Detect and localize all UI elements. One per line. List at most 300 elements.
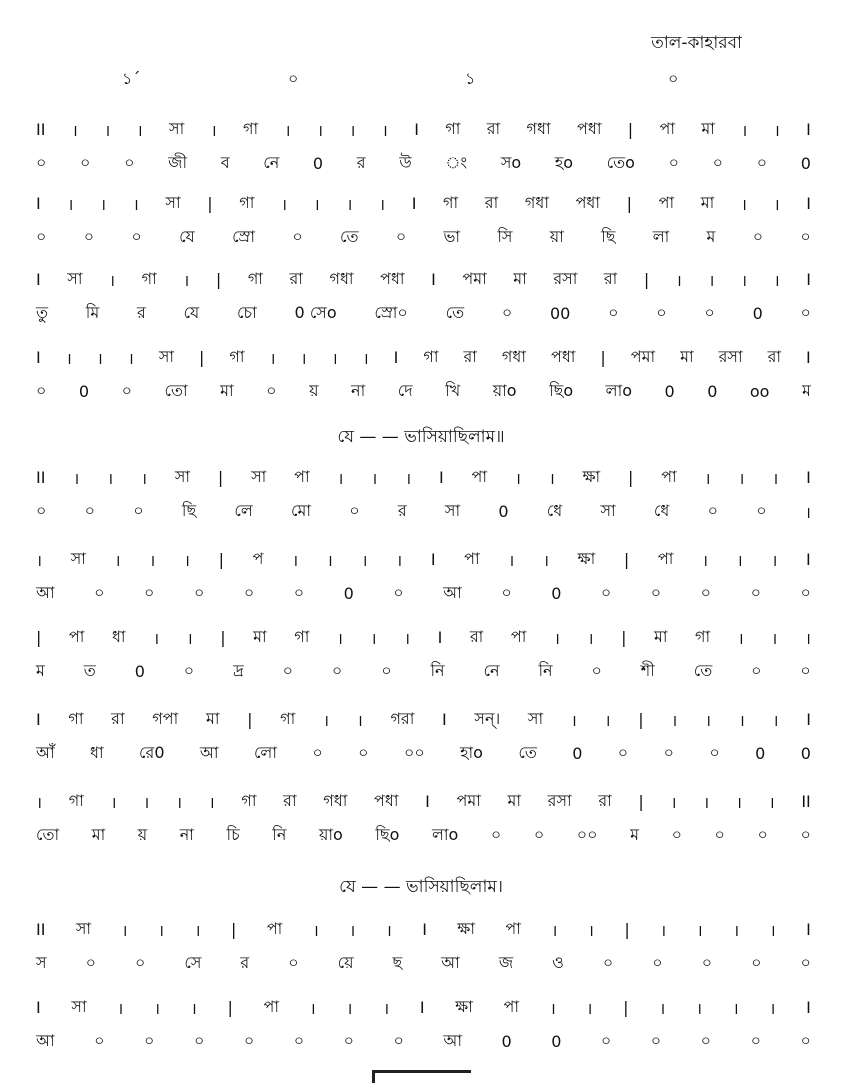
swara-note: ।	[773, 270, 780, 290]
lyric-syllable: ০	[349, 501, 360, 520]
lyric-syllable: আ	[443, 1031, 463, 1050]
lyric-syllable: শী	[640, 661, 655, 680]
notation-stanza	[0, 624, 842, 694]
lyric-syllable: ০	[501, 303, 513, 322]
swara-note: ।	[326, 550, 333, 570]
lyric-syllable: 0	[707, 382, 718, 401]
swara-note: ।	[361, 550, 368, 570]
lyric-syllable: চি	[226, 825, 240, 844]
swara-note: |	[199, 348, 205, 367]
lyric-syllable: ০	[193, 583, 205, 602]
swara-note: সা	[527, 709, 544, 728]
lyric-syllable: য়ে	[337, 953, 354, 972]
swara-note: ।	[733, 920, 740, 940]
swara-note: মা	[653, 627, 668, 646]
swara-note: পমা	[456, 791, 481, 810]
lyric-syllable: ০	[701, 953, 713, 972]
swara-note: ।	[738, 710, 745, 730]
lyric-syllable: ০	[707, 501, 718, 520]
swara-note: ।	[735, 792, 742, 812]
swara-note: গধা	[524, 193, 549, 212]
lyric-syllable: ০	[600, 1031, 612, 1050]
swara-note: ।	[149, 550, 156, 570]
refrain-divider: যে — — ভাসিয়াছিলাম।	[339, 877, 503, 897]
lyric-syllable: যে	[179, 227, 195, 246]
lyric-syllable: ০	[343, 1031, 355, 1050]
lyric-syllable: র	[397, 501, 407, 520]
lyric-syllable: ০	[293, 1031, 305, 1050]
swara-note: গধা	[526, 119, 551, 138]
lyric-syllable: ০	[712, 153, 724, 172]
swara-note: সা	[158, 347, 175, 366]
lyric-syllable: নে	[263, 153, 280, 172]
lyric-syllable: তে	[445, 303, 465, 322]
lyric-syllable: ধে	[546, 501, 563, 520]
beat-marker: ০	[288, 69, 299, 88]
swara-note: পধা	[550, 347, 576, 366]
swara-note: পা	[263, 997, 280, 1016]
lyric-syllable: হাo	[460, 743, 483, 762]
lyric-line	[36, 658, 811, 685]
lyric-syllable: ত	[83, 661, 96, 680]
swara-note: রা	[484, 193, 499, 212]
lyric-line	[36, 300, 811, 327]
swara-note: ।	[671, 710, 678, 730]
lyric-syllable: ০	[800, 227, 811, 246]
swara-note: ।	[696, 920, 703, 940]
swara-note: I	[437, 628, 443, 647]
lyric-syllable: ০	[750, 1031, 761, 1050]
swara-note: |	[215, 270, 222, 289]
swara-note: মা	[253, 627, 267, 646]
swara-note: পা	[471, 467, 488, 486]
swara-note: পা	[658, 193, 675, 212]
lyric-line	[36, 1028, 811, 1055]
swara-note: গরা	[390, 709, 415, 728]
swara-note: ।	[322, 710, 330, 730]
swara-note: ।	[210, 120, 217, 140]
swara-note: I	[393, 348, 399, 367]
lyric-syllable: ধে	[653, 501, 670, 520]
swara-note: I	[425, 792, 430, 811]
swara-note: ।	[300, 348, 307, 368]
swara-note: I	[36, 348, 41, 367]
swara-note: মা	[680, 347, 694, 366]
swara-note: ।	[36, 792, 43, 812]
lyric-syllable: না	[351, 381, 366, 400]
swara-note: ।	[175, 792, 183, 812]
lyric-syllable: ০	[121, 381, 132, 400]
lyric-syllable: স	[36, 953, 47, 972]
lyric-syllable: 0	[343, 584, 354, 603]
swara-line	[36, 546, 811, 573]
lyric-syllable: ০	[85, 953, 96, 972]
lyric-syllable: তে	[518, 743, 537, 762]
swara-note: ।	[158, 920, 165, 940]
swara-note: |	[628, 468, 634, 487]
lyric-syllable: ০	[133, 501, 144, 520]
swara-note: গপা	[152, 709, 179, 728]
lyric-syllable: ০	[756, 153, 768, 172]
swara-note: ।	[675, 270, 682, 290]
swara-line	[36, 464, 811, 491]
swara-note: গা	[280, 709, 296, 728]
swara-note: I	[806, 120, 811, 139]
notation-stanza	[0, 464, 842, 534]
notation-stanza	[0, 546, 842, 616]
swara-note: II	[801, 792, 811, 811]
swara-note: I	[806, 348, 811, 367]
lyric-syllable: 00	[549, 304, 571, 323]
swara-note: ।	[269, 348, 276, 368]
lyric-syllable: ০	[591, 661, 602, 680]
lyric-syllable: র	[136, 303, 146, 322]
swara-note: II	[36, 920, 46, 939]
swara-note: ।	[773, 120, 780, 140]
lyric-syllable: ০	[602, 953, 614, 972]
lyric-syllable: দে	[397, 381, 413, 400]
swara-line	[36, 344, 811, 371]
swara-note: ক্ষা	[455, 997, 473, 1016]
swara-note: I	[806, 710, 811, 729]
swara-note: ।	[404, 628, 411, 648]
swara-note: I	[430, 550, 436, 569]
swara-note: I	[806, 270, 811, 289]
lyric-syllable: ০	[83, 227, 95, 246]
swara-note: I	[806, 194, 811, 213]
lyric-syllable: লা	[652, 227, 670, 246]
swara-note: ।	[383, 998, 390, 1018]
swara-note: ।	[153, 628, 160, 648]
swara-note: I	[411, 194, 417, 213]
swara-note: ।	[551, 920, 558, 940]
swara-note: ।	[140, 468, 148, 488]
swara-note: ।	[772, 468, 779, 488]
swara-note: ।	[514, 468, 521, 488]
lyric-syllable: 0	[551, 584, 562, 603]
swara-note: মা	[701, 119, 715, 138]
lyric-syllable: ০	[183, 661, 195, 680]
notation-stanza	[0, 788, 842, 858]
lyric-syllable: ম	[630, 825, 640, 844]
lyric-syllable: ০	[757, 825, 768, 844]
swara-note: |	[217, 468, 224, 487]
swara-note: গা	[243, 119, 259, 138]
swara-note: ।	[67, 194, 74, 214]
swara-note: ।	[548, 468, 555, 488]
lyric-syllable: মা	[220, 381, 234, 400]
swara-note: ।	[143, 792, 150, 812]
swara-note: ।	[346, 998, 353, 1018]
swara-note: ।	[312, 920, 319, 940]
swara-note: |	[643, 270, 650, 289]
lyric-syllable: ০	[94, 583, 105, 602]
swara-note: |	[627, 120, 634, 139]
notation-stanza	[0, 916, 842, 986]
swara-note: ।	[385, 920, 392, 940]
swara-note: ।	[194, 920, 201, 940]
swara-note: I	[431, 270, 436, 289]
lyric-syllable: ০	[650, 583, 662, 602]
swara-note: রা	[463, 347, 477, 366]
swara-note: ।	[370, 628, 377, 648]
swara-note: গা	[443, 193, 459, 212]
swara-note: পধা	[576, 119, 602, 138]
swara-note: ।	[114, 550, 121, 570]
swara-note: ।	[309, 998, 316, 1018]
swara-line	[36, 994, 811, 1021]
lyric-syllable: ০	[381, 661, 392, 680]
swara-note: ।	[316, 120, 324, 140]
refrain-divider: যে — — ভাসিয়াছিলাম॥	[337, 427, 505, 447]
swara-note: ।	[121, 920, 128, 940]
lyric-syllable: মি	[85, 303, 100, 322]
swara-note: ।	[313, 194, 320, 214]
lyric-syllable: হo	[554, 153, 574, 172]
swara-note: ।	[336, 628, 343, 648]
lyric-syllable: আ	[199, 743, 219, 762]
lyric-syllable: ০	[533, 825, 545, 844]
lyric-syllable: ০	[144, 583, 155, 602]
swara-note: I	[422, 920, 427, 939]
swara-note: ।	[773, 194, 780, 214]
swara-note: |	[623, 550, 630, 569]
lyric-syllable: 0	[755, 744, 766, 763]
swara-note: ।	[280, 194, 288, 214]
swara-note: |	[220, 628, 226, 647]
swara-note: ।	[737, 628, 744, 648]
swara-note: সা	[169, 119, 185, 138]
lyric-syllable: ০	[652, 953, 663, 972]
lyric-syllable: 0	[800, 154, 811, 173]
swara-note: পা	[266, 919, 283, 938]
notation-stanza	[0, 190, 842, 260]
lyric-syllable: ০	[94, 1031, 105, 1050]
lyric-syllable: সে	[184, 953, 202, 972]
lyric-syllable: ০	[266, 381, 277, 400]
swara-note: ।	[186, 628, 193, 648]
lyric-syllable: য়	[137, 825, 148, 844]
swara-note: পা	[505, 919, 521, 938]
swara-note: |	[36, 628, 42, 647]
lyric-syllable: লে	[234, 501, 253, 520]
lyric-syllable: ০	[80, 153, 91, 172]
swara-note: পা	[657, 549, 674, 568]
lyric-syllable: নি	[272, 825, 287, 844]
lyric-syllable: ০	[752, 227, 764, 246]
lyric-syllable: ০	[124, 153, 135, 172]
swara-note: ।	[708, 270, 715, 290]
swara-note: পধা	[380, 269, 405, 288]
swara-note: ।	[127, 348, 134, 368]
lyric-syllable: উ	[399, 153, 412, 172]
swara-note: সা	[71, 997, 87, 1016]
swara-note: মা	[205, 709, 220, 728]
swara-note: পা	[659, 119, 676, 138]
swara-note: ।	[705, 710, 712, 730]
notation-stanza	[0, 344, 842, 414]
lyric-syllable: ০	[709, 743, 720, 762]
swara-note: ।	[769, 920, 776, 940]
lyric-syllable: ০	[144, 1031, 155, 1050]
lyric-syllable: ০	[393, 583, 404, 602]
lyric-syllable: ০	[134, 953, 146, 972]
swara-note: |	[231, 920, 237, 939]
lyric-syllable: স্রো০	[374, 303, 408, 322]
swara-note: রসা	[547, 791, 572, 810]
lyric-syllable: য়	[309, 381, 319, 400]
swara-note: পা	[464, 549, 480, 568]
swara-note: |	[638, 710, 644, 729]
swara-note: ।	[740, 194, 747, 214]
lyric-syllable: র	[240, 953, 250, 972]
lyric-syllable: য়া	[549, 227, 564, 246]
swara-note: ।	[65, 348, 72, 368]
taal-label: তাল-কাহারবা	[651, 33, 742, 53]
swara-note: II	[36, 120, 46, 139]
lyric-syllable: রে0	[139, 743, 165, 762]
lyric-syllable: ং	[445, 153, 468, 172]
lyric-syllable: ০	[656, 303, 667, 322]
lyric-syllable: ০	[193, 1031, 205, 1050]
swara-note: গা	[239, 193, 255, 212]
swara-note: প	[252, 549, 264, 568]
lyric-syllable: ০	[393, 1031, 404, 1050]
lyric-syllable: ০	[36, 153, 47, 172]
swara-note: ।	[71, 120, 78, 140]
lyric-syllable: ০	[293, 583, 305, 602]
lyric-syllable: য়াo	[492, 381, 517, 400]
lyric-syllable: ০	[704, 303, 715, 322]
swara-note: সন্।	[474, 709, 501, 728]
lyric-syllable: ০	[668, 153, 680, 172]
swara-note: ধা	[111, 627, 126, 646]
lyric-syllable: 0	[134, 662, 145, 681]
lyric-syllable: 0	[752, 304, 763, 323]
swara-note: I	[806, 550, 811, 569]
swara-note: ।	[701, 550, 709, 570]
lyric-syllable: ০	[700, 1031, 712, 1050]
swara-note: গা	[241, 791, 257, 810]
lyric-syllable: ছিo	[375, 825, 400, 844]
lyric-syllable: স্রো	[232, 227, 256, 246]
swara-line	[36, 788, 811, 815]
lyric-syllable: ০	[36, 501, 47, 520]
swara-note: ।	[570, 710, 577, 730]
lyric-syllable: খি	[445, 381, 461, 400]
swara-note: গা	[229, 347, 245, 366]
swara-note: পধা	[575, 193, 601, 212]
lyric-syllable: ম	[36, 661, 45, 680]
lyric-syllable: ০	[800, 1031, 811, 1050]
lyric-syllable: ০	[36, 381, 47, 400]
swara-note: I	[442, 710, 447, 729]
swara-note: ।	[804, 628, 811, 648]
swara-note: রা	[486, 119, 501, 138]
swara-line	[36, 706, 811, 733]
lyric-syllable: ছি	[181, 501, 197, 520]
lyric-syllable: তে	[693, 661, 713, 680]
lyric-syllable: তু	[36, 303, 49, 322]
swara-line	[36, 624, 811, 651]
swara-note: I	[419, 998, 425, 1017]
lyric-syllable: তো	[36, 825, 60, 844]
swara-note: ।	[183, 270, 190, 290]
swara-note: রা	[111, 709, 125, 728]
swara-note: ।	[183, 550, 190, 570]
beat-marker: ১´	[122, 69, 141, 88]
swara-note: I	[36, 998, 41, 1017]
lyric-syllable: ম	[706, 227, 716, 246]
lyric-syllable: ০	[800, 953, 811, 972]
swara-note: |	[626, 194, 633, 213]
lyric-syllable: ০	[600, 583, 612, 602]
lyric-syllable: সা	[444, 501, 461, 520]
swara-note: I	[806, 468, 811, 487]
swara-note: রা	[289, 269, 303, 288]
lyric-syllable: ছিo	[549, 381, 574, 400]
lyric-syllable: সা	[600, 501, 616, 520]
lyric-syllable: ০	[663, 743, 674, 762]
swara-note: I	[36, 270, 41, 289]
lyric-syllable: জ	[498, 953, 514, 972]
swara-note: ।	[670, 792, 677, 812]
lyric-syllable: মা	[91, 825, 106, 844]
lyric-syllable: ০	[395, 227, 407, 246]
lyric-syllable: 0 সেo	[294, 303, 337, 322]
lyric-syllable: ০	[800, 825, 811, 844]
swara-note: গা	[423, 347, 439, 366]
swara-note: ।	[741, 270, 748, 290]
lyric-line	[36, 580, 811, 607]
swara-note: |	[638, 792, 644, 811]
swara-note: ।	[136, 120, 143, 140]
swara-note: ।	[362, 348, 369, 368]
swara-note: ।	[117, 998, 124, 1018]
lyric-syllable: ০০	[403, 743, 425, 762]
lyric-syllable: লাo	[605, 381, 632, 400]
swara-note: সা	[67, 269, 83, 288]
swara-note: ।	[349, 120, 356, 140]
lyric-syllable: ০	[700, 583, 712, 602]
swara-note: I	[806, 920, 811, 939]
swara-note: মা	[700, 193, 715, 212]
beat-marker: ০	[668, 69, 679, 88]
lyric-syllable: 0	[78, 382, 90, 401]
swara-note: ।	[660, 920, 667, 940]
swara-note: সা	[165, 193, 181, 212]
lyric-syllable: আ	[36, 1031, 55, 1050]
lyric-syllable: ০	[36, 227, 47, 246]
lyric-syllable: ০	[756, 501, 767, 520]
swara-note: গা	[68, 709, 84, 728]
lyric-syllable: ভা	[443, 227, 461, 246]
swara-note: সা	[174, 467, 191, 486]
notation-stanza	[0, 116, 842, 186]
swara-note: ।	[587, 628, 594, 648]
lyric-syllable: 0	[312, 154, 324, 173]
swara-note: ।	[703, 792, 710, 812]
swara-note: ।	[292, 550, 299, 570]
swara-note: মা	[507, 791, 522, 810]
swara-note: ।	[769, 998, 776, 1018]
swara-note: গধা	[323, 791, 348, 810]
swara-note: পা	[510, 627, 527, 646]
lyric-syllable: ০	[288, 953, 299, 972]
swara-note: |	[227, 998, 233, 1017]
lyric-line	[36, 224, 811, 251]
lyric-syllable: না	[179, 825, 194, 844]
